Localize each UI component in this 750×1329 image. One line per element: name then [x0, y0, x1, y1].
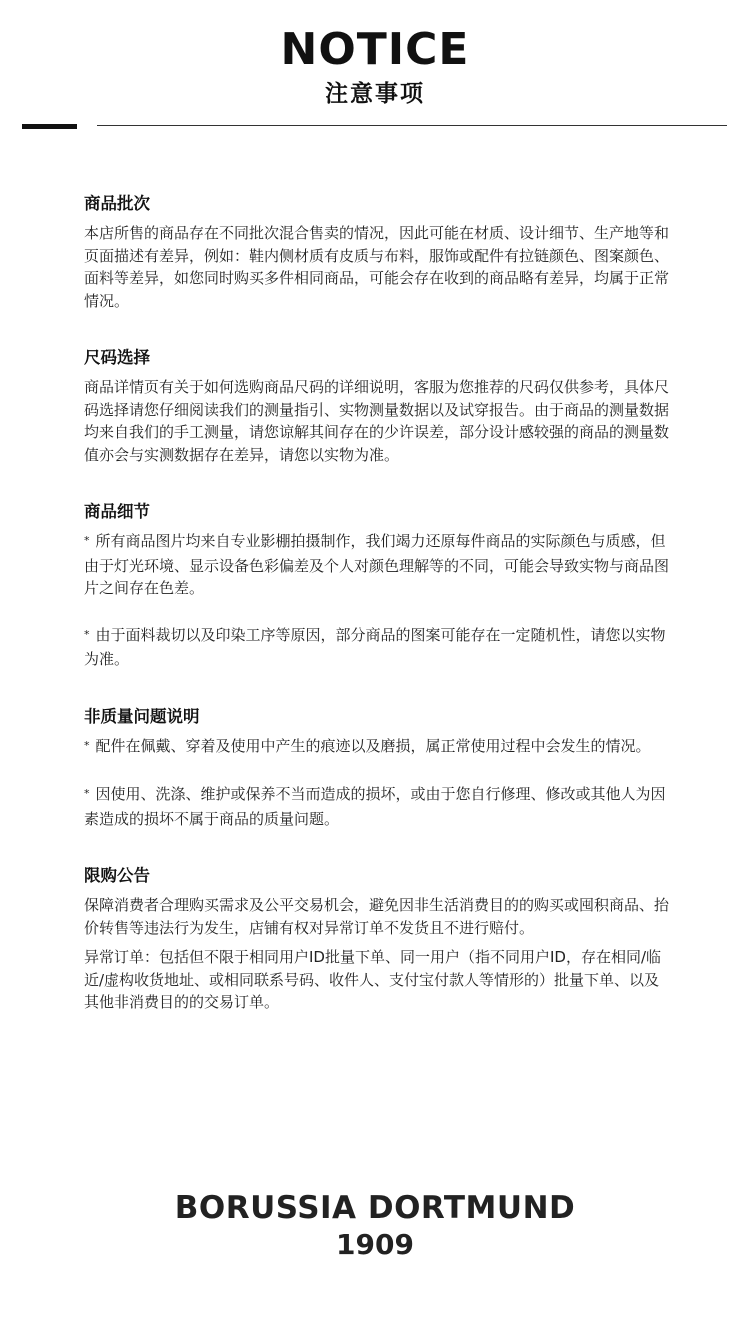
bullet-text: 配件在佩戴、穿着及使用中产生的痕迹以及磨损，属正常使用过程中会发生的情况。: [95, 736, 651, 755]
header-divider-line: [97, 125, 727, 126]
section-heading: 尺码选择: [84, 348, 150, 367]
bullet-mark: *: [84, 738, 90, 752]
bullet-text: 因使用、洗涤、维护或保养不当而造成的损坏，或由于您自行修理、修改或其他人为因素造成的损坏不属于商品的质量问题。: [84, 785, 666, 828]
section-purchase-limit: [84, 864, 674, 1014]
section-paragraph: 保障消费者合理购买需求及公平交易机会，避免因非生活消费目的的购买或囤积商品、抬价转售等违法行为发生，店铺有权对异常订单不发货且不进行赔付。: [84, 896, 670, 937]
section-heading: 非质量问题说明: [84, 706, 200, 726]
notice-title: NOTICE: [280, 24, 470, 75]
section-batch: [84, 192, 674, 312]
section-heading: 商品细节: [84, 502, 150, 521]
notice-subtitle: 注意事项: [325, 81, 425, 107]
bullet-text: 所有商品图片均来自专业影棚拍摄制作，我们竭力还原每件商品的实际颜色与质感，但由于灯光环境、显示设备色彩偏差及个人对颜色理解等的不同，可能会导致实物与商品图片之间存在色差。: [84, 532, 670, 597]
notice-header: [0, 24, 750, 108]
notice-content: [84, 192, 674, 1014]
section-heading: 限购公告: [84, 866, 150, 885]
bullet-item: [84, 624, 674, 671]
section-heading: 商品批次: [84, 194, 150, 213]
bullet-item: [84, 735, 674, 760]
section-paragraph: 本店所售的商品存在不同批次混合售卖的情况，因此可能在材质、设计细节、生产地等和页面描述有差异，例如：鞋内侧材质有皮质与布料，服饰或配件有拉链颜色、图案颜色、面料等差异，如您同时购买多件相同商品，可能会存在收到的商品略有差异，均属于正常情况。: [84, 224, 670, 310]
section-details: [84, 500, 674, 671]
brand-name: BORUSSIA DORTMUND: [174, 1190, 576, 1226]
bullet-mark: *: [84, 627, 90, 641]
section-non-quality: [84, 705, 674, 831]
brand-footer: [0, 1190, 750, 1262]
brand-year: 1909: [336, 1228, 414, 1261]
header-divider-accent: [22, 124, 77, 129]
bullet-item: [84, 530, 674, 600]
bullet-mark: *: [84, 787, 90, 800]
section-paragraph: 异常订单：包括但不限于相同用户ID批量下单、同一用户（指不同用户ID，存在相同/临近/虚构收货地址、或相同联系号码、收件人、支付宝付款人等情形的）批量下单、以及其他非消费目的的交易订单。: [84, 948, 662, 1011]
bullet-mark: *: [84, 534, 90, 547]
bullet-item: [84, 783, 674, 830]
bullet-text: 由于面料裁切以及印染工序等原因，部分商品的图案可能存在一定随机性，请您以实物为准。: [84, 625, 666, 668]
section-size: [84, 346, 674, 466]
section-paragraph: 商品详情页有关于如何选购商品尺码的详细说明，客服为您推荐的尺码仅供参考，具体尺码选择请您仔细阅读我们的测量指引、实物测量数据以及试穿报告。由于商品的测量数据均来自我们的手工测量，请您谅解其间存在的少许误差，部分设计感较强的商品的测量数值亦会与实测数据存在差异，请您以实物为准。: [84, 378, 670, 464]
